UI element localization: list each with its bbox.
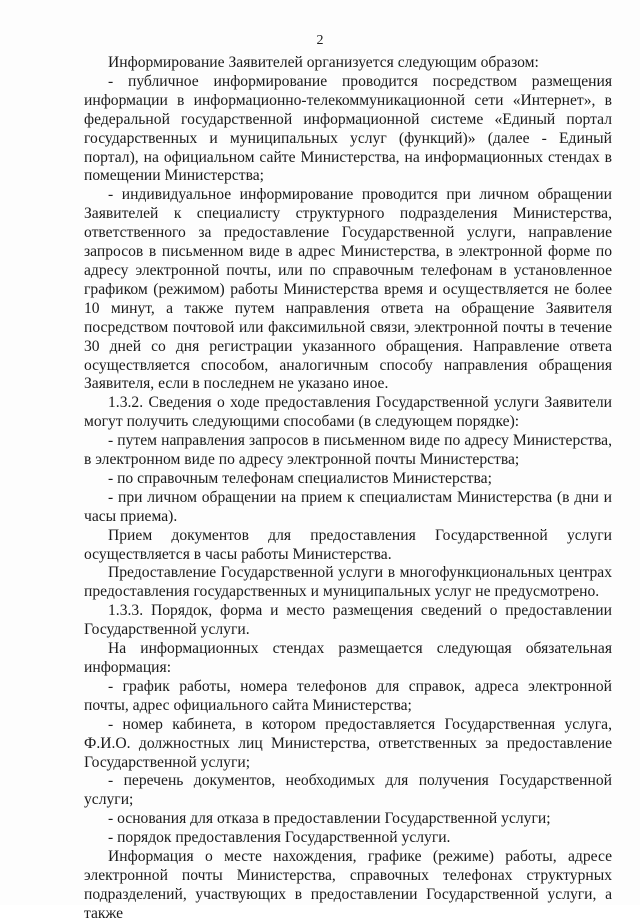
paragraph-stands-info: На информационных стендах размещается следующая обязательная информация:	[84, 640, 612, 676]
paragraph-public-informing: - публичное информирование проводится посредством размещения информации в информационно-телекоммуникационной сети «Интернет», в федеральной государственной информационной системе «Единый портал государственных и муниципальных услуг (функций)» (далее - Единый портал), на официальном сайте Министерства, на информационных стендах в помещении Министерства;	[84, 72, 612, 185]
paragraph-personal-visit: - при личном обращении на прием к специалистам Министерства (в дни и часы приема).	[84, 488, 612, 525]
document-body	[84, 54, 612, 924]
paragraph-document-list: - перечень документов, необходимых для получения Государственной услуги;	[84, 772, 612, 809]
paragraph-refusal-grounds: - основания для отказа в предоставлении Государственной услуги;	[108, 810, 551, 828]
paragraph-procedure: - порядок предоставления Государственной услуги.	[108, 829, 451, 847]
paragraph-section-1-3-2: 1.3.2. Сведения о ходе предоставления Государственной услуги Заявители могут получить следующими способами (в следующем порядке):	[84, 394, 612, 431]
paragraph-schedule: - график работы, номера телефонов для справок, адреса электронной почты, адрес официального сайта Министерства;	[84, 677, 612, 714]
paragraph-section-1-3-3: 1.3.3. Порядок, форма и место размещения сведений о предоставлении Государственной услуги.	[84, 602, 612, 639]
paragraph-office-number: - номер кабинета, в котором предоставляется Государственная услуга, Ф.И.О. должностных лиц Министерства, ответственных за предоставление Государственной услуги;	[84, 715, 612, 771]
paragraph-location-info: Информация о месте нахождения, графике (режиме) работы, адресе электронной почты Министерства, справочных телефонах структурных подразделений, участвующих в предоставлении Государственной услуги, а также	[84, 848, 612, 922]
paragraph-mfc: Предоставление Государственной услуги в многофункциональных центрах предоставления государственных и муниципальных услуг не предусмотрено.	[84, 564, 612, 601]
paragraph-intro: Информирование Заявителей организуется следующим образом:	[108, 54, 539, 71]
page-number: 2	[316, 33, 324, 48]
paragraph-written-requests: - путем направления запросов в письменном виде по адресу Министерства, в электронном виде по адресу электронной почты Министерства;	[84, 432, 612, 469]
paragraph-individual-informing: - индивидуальное информирование проводится при личном обращении Заявителей к специалисту структурного подразделения Министерства, ответственного за предоставление Государственной услуги, направление запросов в письменном виде в адрес Министерства, в электронной форме по адресу электронной почты, или по справочным телефонам в установленное графиком (режимом) работы Министерства время и осуществляется не более 10 минут, а также путем направления ответа на обращение Заявителя посредством почтовой или факсимильной связи, электронной почты в течение 30 дней со дня регистрации указанного обращения. Направление ответа осуществляется способом, аналогичным способу направления обращения Заявителя, если в последнем не указано иное.	[84, 186, 612, 393]
paragraph-phone: - по справочным телефонам специалистов Министерства;	[108, 469, 492, 487]
paragraph-document-reception: Прием документов для предоставления Государственной услуги осуществляется в часы работы Министерства.	[84, 526, 612, 563]
